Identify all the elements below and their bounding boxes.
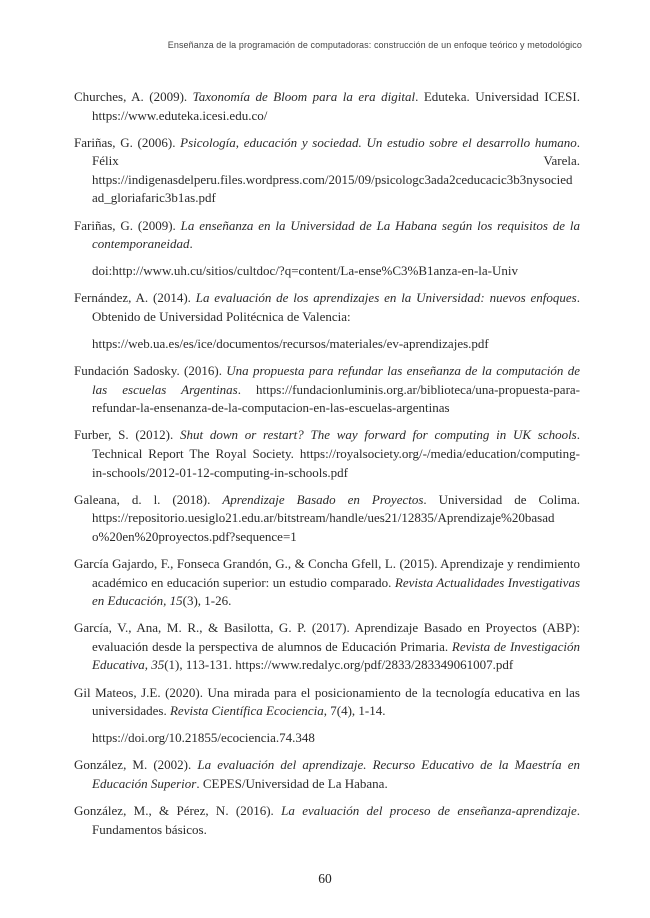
reference-entry: Galeana, d. l. (2018). Aprendizaje Basado en Proyectos. Universidad de Colima. https://repositorio.uesiglo21.edu.ar/bitstream/handle/ues21/12835/Aprendizaje%20basad​o%20en%20proyectos.pdf?sequence=1 bbox=[74, 491, 580, 544]
reference-link: https://doi.org/10.21855/ecociencia.74.348 bbox=[92, 730, 315, 746]
reference-entry: González, M. (2002). La evaluación del aprendizaje. Recurso Educativo de la Maestría en Educación Superior. CEPES/Universidad de La Habana. bbox=[74, 757, 580, 791]
reference-entry: Churches, A. (2009). Taxonomía de Bloom para la era digital. Eduteka. Universidad ICESI. https://www.eduteka.icesi.edu.co/ bbox=[74, 89, 580, 123]
reference-entry: Fariñas, G. (2009). La enseñanza en la Universidad de La Habana según los requisitos de la contemporaneidad. doi:http://www.uh.cu/sitios/cultdoc/?q=content/La-ense%C3%B1anza-en-la-Univ bbox=[74, 217, 580, 281]
reference-link: https://web.ua.es/es/ice/documentos/recursos/materiales/ev-aprendizajes.pdf bbox=[92, 336, 489, 352]
page-number: 60 bbox=[318, 871, 332, 886]
reference-entry: González, M., & Pérez, N. (2016). La evaluación del proceso de enseñanza-aprendizaje. Fundamentos básicos. bbox=[74, 803, 581, 837]
reference-entry: García, V., Ana, M. R., & Basilotta, G. P. (2017). Aprendizaje Basado en Proyectos (ABP): evaluación desde la perspectiva de alumnos de Educación Primaria. Revista de Investigación Educativa, 35(1), 113-131. https://www.redalyc.org/pdf/2833/283349061007.pdf bbox=[74, 620, 580, 673]
reference-entry: Fariñas, G. (2006). Psicología, educación y sociedad. Un estudio sobre el desarrollo humano. Félix Varela. https://indigenasdelperu.files.wordpress.com/2015/09/psicologc3ada2ceducacic3b3nysocied​ad_gloriafaric3b1as.pdf bbox=[74, 134, 580, 206]
reference-entry: Furber, S. (2012). Shut down or restart? The way forward for computing in UK schools. Technical Report The Royal Society. https://royalsociety.org/-/media/education/computing-in-schools/2012-01-12-computing-in-schools.pdf bbox=[74, 427, 580, 480]
reference-entry: Fernández, A. (2014). La evaluación de los aprendizajes en la Universidad: nuevos enfoques. Obtenido de Universidad Politécnica de Valencia: https://web.ua.es/es/ice/documentos/recursos/materiales/ev-aprendizajes.pdf bbox=[74, 289, 580, 353]
reference-link: doi:http://www.uh.cu/sitios/cultdoc/?q=content/La-ense%C3%B1anza-en-la-Univ bbox=[92, 263, 518, 279]
running-header: Enseñanza de la programación de computadoras: construcción de un enfoque teórico y metodológico bbox=[167, 40, 582, 50]
reference-list bbox=[74, 88, 580, 848]
reference-entry: Gil Mateos, J.E. (2020). Una mirada para el posicionamiento de la tecnología educativa en las universidades. Revista Científica Ecociencia, 7(4), 1-14. https://doi.org/10.21855/ecociencia.74.348 bbox=[74, 684, 580, 748]
reference-entry: García Gajardo, F., Fonseca Grandón, G., & Concha Gfell, L. (2015). Aprendizaje y rendimiento académico en educación superior: un estudio comparado. Revista Actualidades Investigativas en Educación, 15(3), 1-26. bbox=[74, 555, 581, 609]
reference-entry: Fundación Sadosky. (2016). Una propuesta para refundar las enseñanza de la computación de las escuelas Argentinas. https://fundacionluminis.org.ar/biblioteca/una-propuesta-para-refundar-la-ensenanza-de-la-computacion-en-las-escuelas-argentinas bbox=[74, 363, 580, 416]
